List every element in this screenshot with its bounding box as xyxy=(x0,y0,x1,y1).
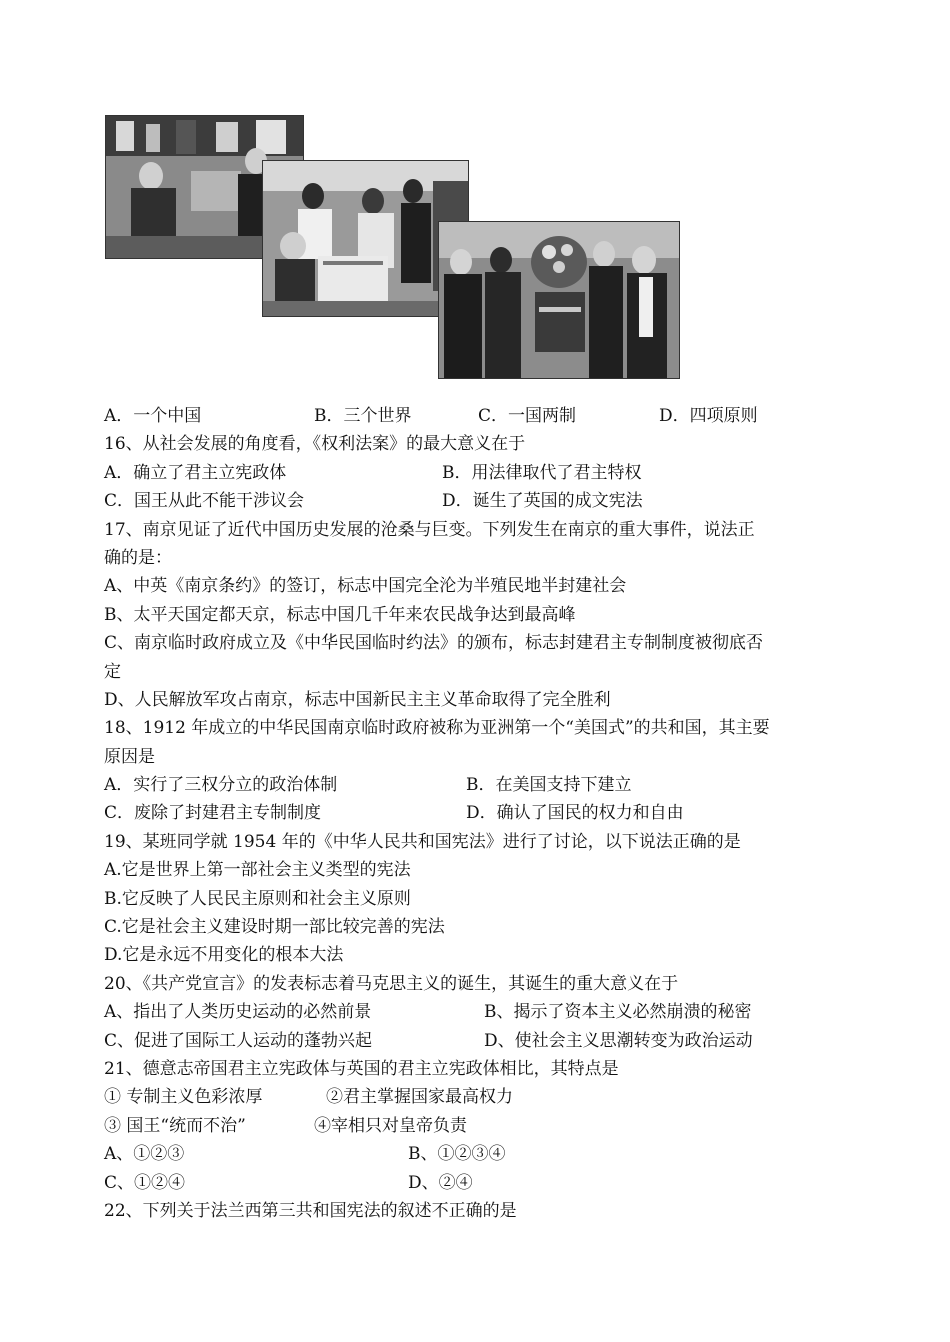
q17-stem-line1: 17、南京见证了近代中国历史发展的沧桑与巨变。下列发生在南京的重大事件，说法正 xyxy=(104,519,755,540)
q16-options-row1 xyxy=(104,459,854,487)
q21-option-b: B、①②③④ xyxy=(408,1144,506,1165)
q20-options-row1 xyxy=(104,998,854,1026)
q18-option-b: B．在美国支持下建立 xyxy=(466,775,632,796)
q21-statement-4: ④宰相只对皇帝负责 xyxy=(314,1115,467,1136)
q19-stem: 19、某班同学就 1954 年的《中华人民共和国宪法》进行了讨论，以下说法正确的是 xyxy=(104,831,741,852)
q22-stem: 22、下列关于法兰西第三共和国宪法的叙述不正确的是 xyxy=(104,1200,517,1221)
q15-option-b: B．三个世界 xyxy=(314,406,412,426)
q16-option-c: C．国王从此不能干涉议会 xyxy=(104,491,305,512)
q16-option-d: D．诞生了英国的成文宪法 xyxy=(442,491,643,512)
photo-collage xyxy=(105,115,685,377)
q16-option-a: A．确立了君主立宪政体 xyxy=(104,462,287,483)
q17-option-b: B、太平天国定都天京，标志中国几千年来农民战争达到最高峰 xyxy=(104,604,576,625)
q21-options-row2 xyxy=(104,1169,854,1197)
q21-statement-1: ① 专制主义色彩浓厚 xyxy=(104,1087,263,1108)
q17-option-d: D、人民解放军攻占南京，标志中国新民主主义革命取得了完全胜利 xyxy=(104,689,611,710)
q18-option-c: C．废除了封建君主专制制度 xyxy=(104,803,322,824)
q18-options-row1 xyxy=(104,771,854,799)
q17-option-c-line1: C、南京临时政府成立及《中华民国临时约法》的颁布，标志封建君主专制制度被彻底否 xyxy=(104,633,764,654)
q21-option-d: D、②④ xyxy=(408,1172,473,1193)
q21-statement-2: ②君主掌握国家最高权力 xyxy=(326,1087,513,1108)
q17-option-a: A、中英《南京条约》的签订，标志中国完全沦为半殖民地半封建社会 xyxy=(104,576,627,597)
q20-option-a: A、指出了人类历史运动的必然前景 xyxy=(104,1002,372,1023)
photo-meeting-3 xyxy=(438,221,680,379)
q15-option-a: A．一个中国 xyxy=(104,406,202,426)
q18-stem-line2: 原因是 xyxy=(104,746,155,767)
q17-option-c-line2: 定 xyxy=(104,661,121,682)
q21-statements-row2 xyxy=(104,1112,854,1140)
q19-option-b: B.它反映了人民民主原则和社会主义原则 xyxy=(104,888,411,909)
q21-statements-row1 xyxy=(104,1083,854,1111)
question-text xyxy=(104,402,854,1225)
q16-option-b: B．用法律取代了君主特权 xyxy=(442,462,642,483)
q18-options-row2 xyxy=(104,799,854,827)
q18-option-d: D．确认了国民的权力和自由 xyxy=(466,803,684,824)
q20-stem: 20、《共产党宣言》的发表标志着马克思主义的诞生，其诞生的重大意义在于 xyxy=(104,973,679,994)
q21-options-row1 xyxy=(104,1140,854,1168)
q20-option-c: C、促进了国际工人运动的蓬勃兴起 xyxy=(104,1030,373,1051)
q18-option-a: A．实行了三权分立的政治体制 xyxy=(104,775,338,796)
q15-options xyxy=(104,402,854,430)
q19-option-c: C.它是社会主义建设时期一部比较完善的宪法 xyxy=(104,917,445,938)
q20-options-row2 xyxy=(104,1027,854,1055)
q21-stem: 21、德意志帝国君主立宪政体与英国的君主立宪政体相比，其特点是 xyxy=(104,1058,619,1079)
q15-option-d: D．四项原则 xyxy=(659,406,758,426)
q21-option-c: C、①②④ xyxy=(104,1172,186,1193)
q19-option-a: A.它是世界上第一部社会主义类型的宪法 xyxy=(104,860,411,881)
q19-option-d: D.它是永远不用变化的根本大法 xyxy=(104,945,344,966)
q18-stem-line1: 18、1912 年成立的中华民国南京临时政府被称为亚洲第一个“美国式”的共和国，其主要 xyxy=(104,718,770,739)
q21-statement-3: ③ 国王“统而不治” xyxy=(104,1115,246,1136)
q21-option-a: A、①②③ xyxy=(104,1144,185,1165)
q15-option-c: C．一国两制 xyxy=(478,406,577,426)
q17-stem-line2: 确的是： xyxy=(104,547,172,568)
q20-option-d: D、使社会主义思潮转变为政治运动 xyxy=(484,1030,753,1051)
q16-options-row2 xyxy=(104,487,854,515)
q20-option-b: B、揭示了资本主义必然崩溃的秘密 xyxy=(484,1002,752,1023)
q16-stem: 16、从社会发展的角度看，《权利法案》的最大意义在于 xyxy=(104,434,526,455)
